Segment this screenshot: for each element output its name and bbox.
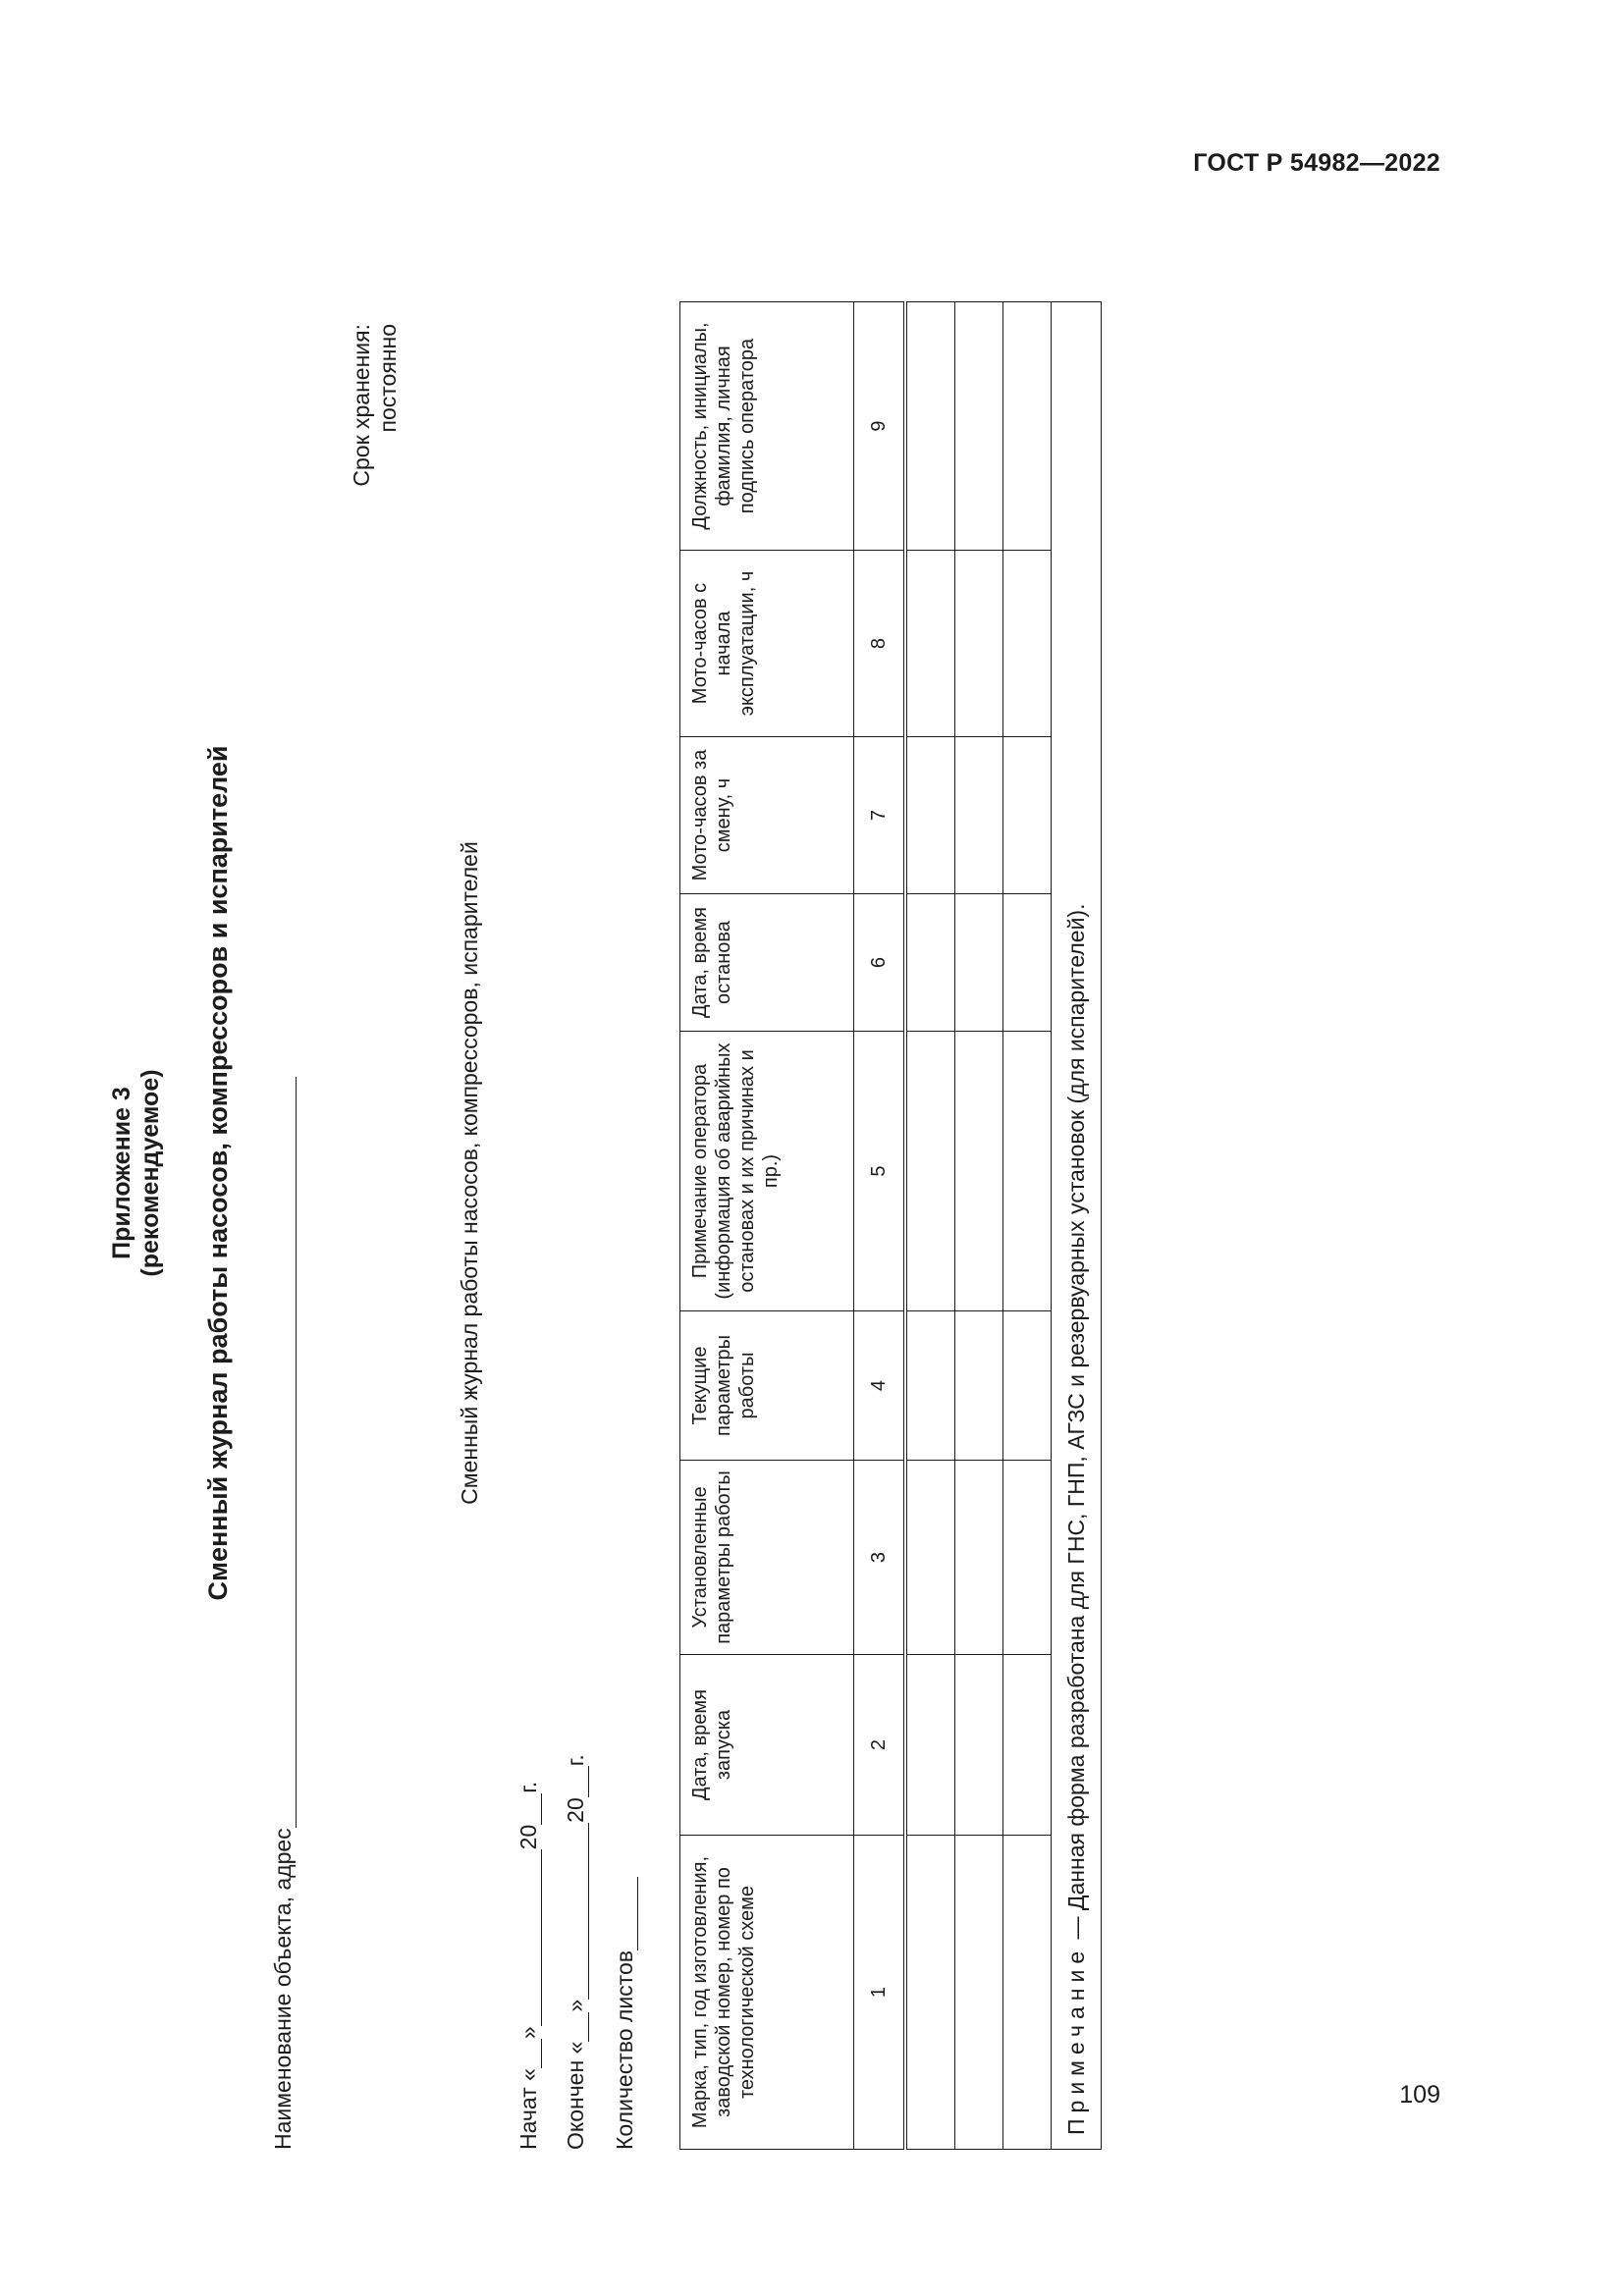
- column-header: Установленные параметры работы: [680, 1461, 854, 1655]
- table-header-row: [680, 302, 854, 2150]
- column-header: Дата, время запуска: [680, 1655, 854, 1836]
- landscape-form: [108, 196, 1090, 2150]
- empty-cell[interactable]: [905, 1836, 955, 2150]
- column-header: Марка, тип, год изготовления, заводской номер, номер по технологической схеме: [680, 1836, 854, 2150]
- empty-cell[interactable]: [955, 1461, 1003, 1655]
- empty-cell[interactable]: [1003, 1461, 1052, 1655]
- column-number: 4: [854, 1311, 906, 1461]
- ended-date-field: [563, 1754, 589, 2150]
- empty-cell[interactable]: [955, 1655, 1003, 1836]
- column-number: 6: [854, 894, 906, 1032]
- object-name-field: [270, 1077, 297, 2150]
- started-date-field: [515, 1782, 542, 2150]
- column-number: 2: [854, 1655, 906, 1836]
- empty-cell[interactable]: [905, 1655, 955, 1836]
- empty-cell[interactable]: [955, 302, 1003, 551]
- object-name-line[interactable]: [274, 1077, 297, 1828]
- empty-cell[interactable]: [1003, 302, 1052, 551]
- storage-value: постоянно: [375, 324, 401, 433]
- column-header: Мото-часов с начала эксплуатации, ч: [680, 551, 854, 737]
- column-header: Должность, инициалы, фамилия, личная подпись оператора: [680, 302, 854, 551]
- note-row: [1052, 302, 1102, 2150]
- column-header: Примечание оператора (информация об аварийных остановах и их причинах и пр.): [680, 1032, 854, 1311]
- started-day-line[interactable]: [519, 2039, 542, 2068]
- ended-year-line[interactable]: [567, 1766, 589, 1797]
- annex-status: (рекомендуемое): [136, 1069, 164, 1277]
- document-code: ГОСТ Р 54982—2022: [1193, 149, 1440, 177]
- table-note: [1052, 302, 1102, 2150]
- sheets-count-field: [612, 1877, 638, 2150]
- column-header: Текущие параметры работы: [680, 1311, 854, 1461]
- form-title: Сменный журнал работы насосов, компрессоров и испарителей: [203, 745, 233, 1601]
- annex-heading: [108, 196, 165, 2150]
- column-number: 5: [854, 1032, 906, 1311]
- started-year-line[interactable]: [519, 1793, 542, 1825]
- journal-caption: Сменный журнал работы насосов, компрессоров, испарителей: [457, 841, 482, 1505]
- column-number: 8: [854, 551, 906, 737]
- empty-cell[interactable]: [955, 737, 1003, 894]
- column-header: Дата, время останова: [680, 894, 854, 1032]
- column-header: Мото-часов за смену, ч: [680, 737, 854, 894]
- empty-cell[interactable]: [955, 551, 1003, 737]
- sheets-label: Количество листов: [612, 1950, 637, 2150]
- empty-cell[interactable]: [905, 1032, 955, 1311]
- storage-label: Срок хранения:: [349, 324, 374, 487]
- empty-cell[interactable]: [905, 1461, 955, 1655]
- ended-year-prefix: 20: [563, 1797, 588, 1823]
- started-year-prefix: 20: [515, 1824, 541, 1850]
- empty-cell[interactable]: [905, 1311, 955, 1461]
- column-number: 1: [854, 1836, 906, 2150]
- object-name-label: Наименование объекта, адрес: [270, 1828, 296, 2150]
- started-label: Начат «: [515, 2068, 541, 2150]
- empty-cell[interactable]: [1003, 551, 1052, 737]
- ended-label: Окончен «: [563, 2041, 588, 2150]
- column-number-row: [854, 302, 906, 2150]
- started-year-suffix: г.: [515, 1781, 541, 1793]
- empty-cell[interactable]: [1003, 1032, 1052, 1311]
- column-number: 3: [854, 1461, 906, 1655]
- empty-cell[interactable]: [905, 894, 955, 1032]
- empty-row: [955, 302, 1003, 2150]
- empty-cell[interactable]: [905, 302, 955, 551]
- note-text: — Данная форма разработана для ГНС, ГНП, АГЗС и резервуарных установок (для испарителей).: [1062, 903, 1089, 1946]
- journal-table: [679, 301, 1102, 2150]
- started-month-line[interactable]: [519, 1849, 542, 2026]
- annex-number: Приложение 3: [108, 1087, 135, 1259]
- ended-quote-close: »: [563, 1999, 588, 2012]
- empty-cell[interactable]: [1003, 1655, 1052, 1836]
- started-quote-close: »: [515, 2026, 541, 2040]
- column-number: 7: [854, 737, 906, 894]
- ended-year-suffix: г.: [563, 1754, 588, 1767]
- empty-cell[interactable]: [1003, 737, 1052, 894]
- empty-cell[interactable]: [955, 1311, 1003, 1461]
- empty-cell[interactable]: [955, 1836, 1003, 2150]
- empty-cell[interactable]: [1003, 894, 1052, 1032]
- column-number: 9: [854, 302, 906, 551]
- empty-row: [1003, 302, 1052, 2150]
- page-number: 109: [1399, 2081, 1440, 2109]
- storage-period: [349, 324, 402, 487]
- empty-cell[interactable]: [905, 551, 955, 737]
- empty-row: [905, 302, 955, 2150]
- ended-day-line[interactable]: [567, 2012, 589, 2042]
- empty-cell[interactable]: [1003, 1836, 1052, 2150]
- empty-cell[interactable]: [1003, 1311, 1052, 1461]
- sheets-count-line[interactable]: [616, 1877, 638, 1950]
- empty-cell[interactable]: [955, 1032, 1003, 1311]
- ended-month-line[interactable]: [567, 1823, 589, 2000]
- empty-cell[interactable]: [955, 894, 1003, 1032]
- note-label: Примечание: [1062, 1945, 1089, 2135]
- empty-cell[interactable]: [905, 737, 955, 894]
